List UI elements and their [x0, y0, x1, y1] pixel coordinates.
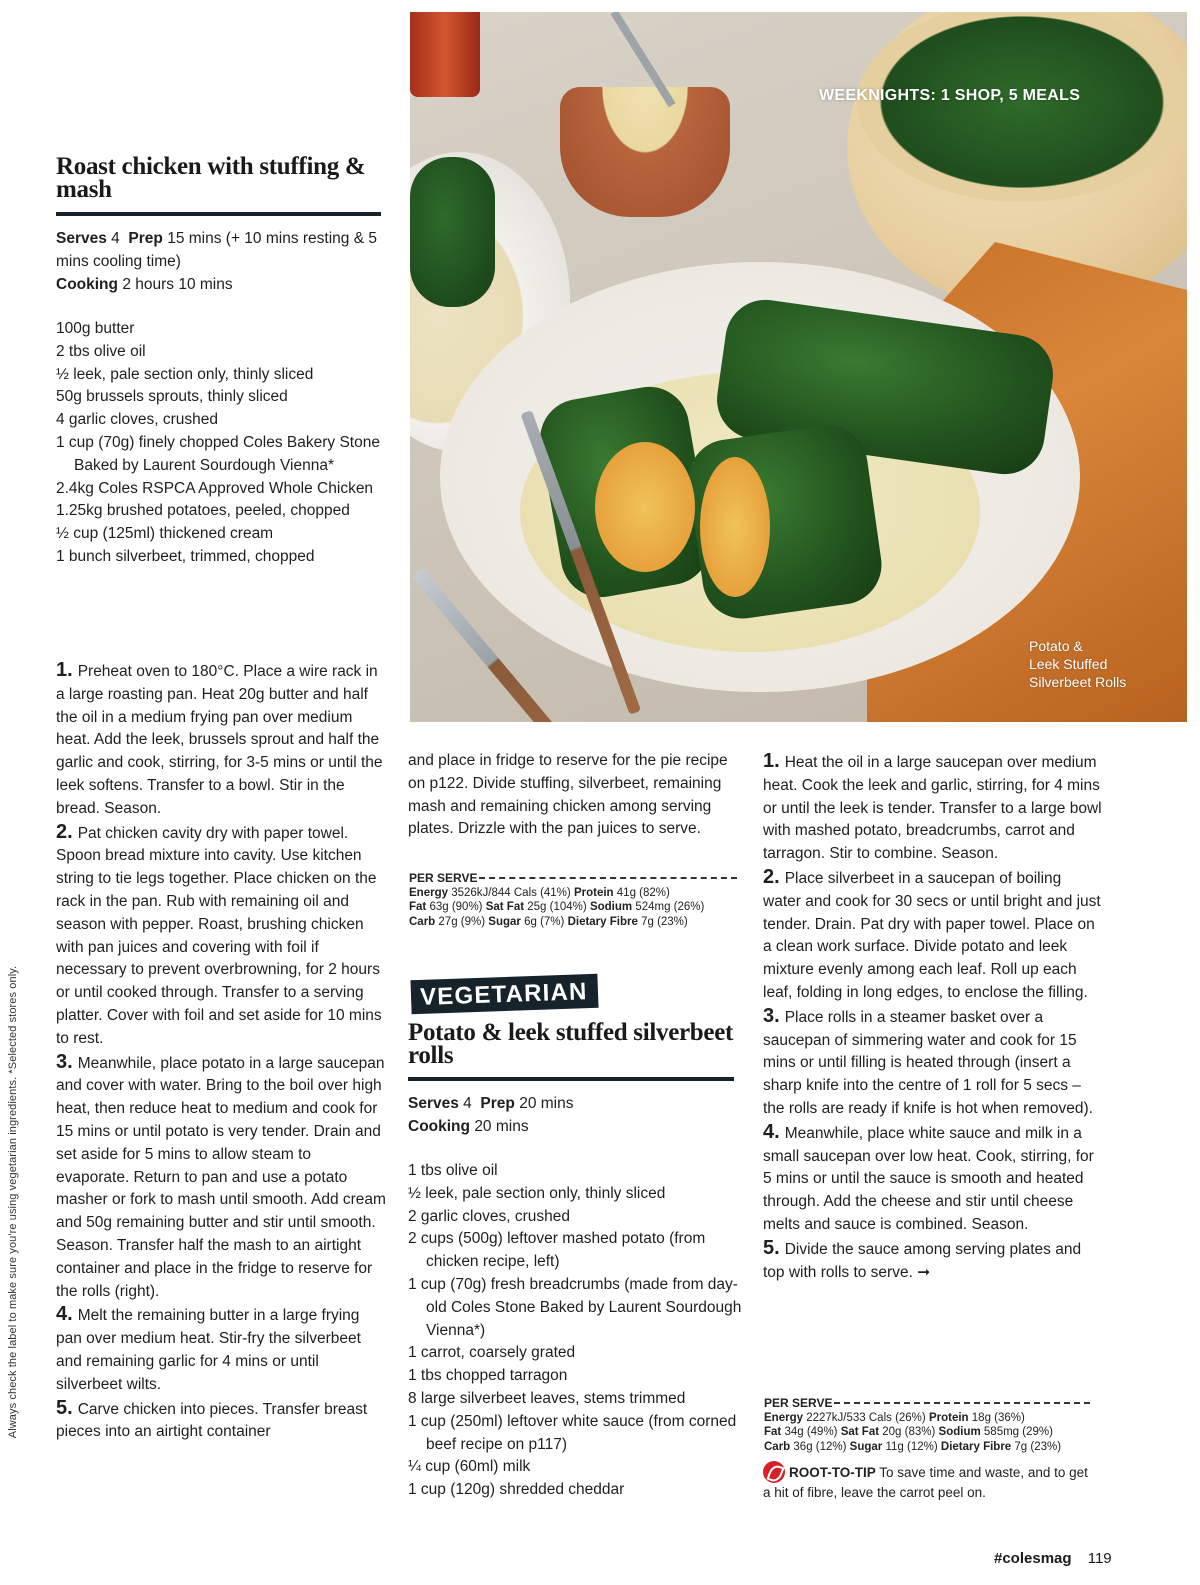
- nutrition-heading: PER SERVE: [409, 871, 478, 885]
- nutrient-label: Sugar: [488, 915, 521, 928]
- nutrient-value: 2227kJ/533 Cals (26%): [806, 1411, 926, 1424]
- nutrient-label: Fat: [764, 1426, 782, 1438]
- nutrition-panel: [409, 871, 737, 929]
- nutrient-label: Sodium: [589, 901, 633, 913]
- cooking-label: Cooking: [408, 1118, 470, 1135]
- recipe-meta: [408, 1092, 738, 1138]
- caption-line: Leek Stuffed: [1029, 656, 1108, 672]
- nutrient-value: 18g (36%): [971, 1411, 1025, 1424]
- ingredient-list: [56, 318, 386, 569]
- ingredient: 1 cup (250ml) leftover white sauce (from corned beef recipe on p117): [408, 1412, 737, 1453]
- nutrient-label: Carb: [764, 1440, 791, 1453]
- ingredient: 1 cup (70g) fresh breadcrumbs (made from day-old Coles Stone Baked by Laurent Sourdough Vienna*): [408, 1275, 742, 1339]
- cooking-value: 2 hours 10 mins: [122, 276, 233, 293]
- ingredient: 1 carrot, coarsely grated: [408, 1344, 576, 1362]
- method-step: [763, 1121, 1103, 1237]
- nutrition-row: [764, 1411, 1090, 1426]
- prep-label: Prep: [128, 230, 163, 247]
- serves-label: Serves: [408, 1095, 459, 1112]
- method-step: [763, 1237, 1103, 1285]
- caption-line: Potato &: [1029, 638, 1083, 654]
- method-steps: [763, 750, 1103, 1284]
- nutrient-label: Protein: [928, 1411, 969, 1424]
- serves-label: Serves: [56, 230, 107, 247]
- nutrition-row: [409, 915, 737, 930]
- step-number: 2.: [56, 820, 73, 843]
- nutrient-value: 524mg (26%): [635, 901, 705, 913]
- nutrient-label: Sodium: [938, 1426, 981, 1438]
- nutrition-row: [409, 886, 737, 901]
- method-step: [56, 821, 386, 1051]
- prep-label: Prep: [480, 1095, 515, 1112]
- ingredient: 2 garlic cloves, crushed: [408, 1207, 570, 1225]
- nutrition-panel: [764, 1396, 1090, 1454]
- ingredient: 8 large silverbeet leaves, stems trimmed: [408, 1389, 686, 1407]
- nutrient-value: 36g (12%): [793, 1440, 847, 1453]
- ingredient: ¼ cup (60ml) milk: [408, 1458, 531, 1476]
- sauce-bowl-graphic: [560, 87, 730, 217]
- page-number: 119: [1087, 1550, 1112, 1567]
- step-number: 4.: [763, 1120, 780, 1143]
- cooking-value: 20 mins: [474, 1118, 529, 1135]
- ingredient: 2 cups (500g) leftover mashed potato (from chicken recipe, left): [408, 1230, 706, 1271]
- nutrition-row: [764, 1440, 1090, 1455]
- step-text: Heat the oil in a large saucepan over medium heat. Cook the leek and garlic, stirring, for 4 mins or until the leek is tender. Transfer to a large bowl with mashed potato, breadcrumbs, carrot and tarragon. Stir to combine. Season.: [763, 754, 1102, 863]
- nutrient-value: 3526kJ/844 Cals (41%): [451, 886, 571, 899]
- step-number: 1.: [56, 659, 73, 681]
- method-steps: [56, 659, 386, 1444]
- nutrient-label: Carb: [409, 915, 436, 928]
- method-step: [763, 866, 1103, 1005]
- caption-line: Silverbeet Rolls: [1029, 674, 1127, 690]
- step-number: 5.: [56, 1396, 73, 1419]
- nutrient-value: 27g (9%): [438, 915, 486, 928]
- step-text: Divide the sauce among serving plates and top with rolls to serve.: [763, 1240, 1082, 1281]
- tip-text: To save time and waste, and to get a hit of fibre, leave the carrot peel on.: [763, 1465, 1088, 1500]
- pepper-grinder-graphic: [410, 12, 480, 97]
- ingredient: ½ cup (125ml) thickened cream: [56, 525, 274, 543]
- section-header: WEEKNIGHTS: 1 SHOP, 5 MEALS: [819, 87, 1081, 104]
- nutrient-label: Energy: [764, 1411, 803, 1424]
- step-text: Place silverbeet in a saucepan of boiling water and cook for 30 secs or until bright and just tender. Drain. Pat dry with paper towel. Place on a clean work surface. Divide potato and leek mixture evenly among each leaf. Roll up each leaf, folding in long edges, to enclose the filling.: [763, 869, 1101, 1001]
- nutrient-value: 41g (82%): [616, 886, 670, 899]
- nutrient-label: Protein: [573, 886, 614, 899]
- prep-value: 20 mins: [519, 1095, 574, 1112]
- title-divider: [56, 212, 381, 216]
- nutrient-value: 7g (23%): [1014, 1440, 1062, 1453]
- ingredient: 1 tbs olive oil: [408, 1162, 498, 1179]
- step-number: 4.: [56, 1303, 73, 1326]
- ingredient-list: [408, 1160, 748, 1502]
- serves-value: 4: [463, 1095, 472, 1112]
- nutrient-label: Sat Fat: [840, 1426, 880, 1438]
- method-step: [56, 1051, 386, 1304]
- method-step: [56, 659, 386, 821]
- nutrient-label: Dietary Fibre: [940, 1440, 1012, 1453]
- ingredient: 2 tbs olive oil: [56, 342, 146, 360]
- nutrition-row: [409, 900, 737, 915]
- step-number: 1.: [763, 750, 780, 772]
- prep-value: 15 mins (+ 10 mins resting & 5 mins cooling time): [56, 230, 377, 270]
- step-number: 3.: [56, 1050, 73, 1073]
- ingredient: 1 cup (120g) shredded cheddar: [408, 1481, 625, 1499]
- method-continued: and place in fridge to reserve for the pie recipe on p122. Divide stuffing, silverbeet, remaining mash and remaining chicken among serving plates. Drizzle with the pan juices to serve.: [408, 752, 728, 838]
- nutrient-label: Energy: [409, 886, 448, 899]
- nutrient-label: Dietary Fibre: [567, 915, 638, 928]
- nutrient-value: 34g (49%): [784, 1426, 838, 1438]
- ingredient: 1 tbs chopped tarragon: [408, 1367, 568, 1385]
- ingredient: 2.4kg Coles RSPCA Approved Whole Chicken: [56, 479, 374, 497]
- step-text: Melt the remaining butter in a large frying pan over medium heat. Stir-fry the silverbeet and remaining garlic for 4 mins or until silverbeet wilts.: [56, 1307, 361, 1393]
- nutrition-heading: PER SERVE: [764, 1396, 833, 1410]
- recipe-title: Roast chicken with stuffing & mash: [56, 153, 366, 203]
- nutrient-value: 63g (90%): [429, 901, 483, 913]
- nutrient-label: Sugar: [849, 1440, 883, 1453]
- step-number: 2.: [763, 865, 780, 888]
- vegetarian-badge: VEGETARIAN: [410, 974, 598, 1014]
- step-text: Pat chicken cavity dry with paper towel. Spoon bread mixture into cavity. Use kitchen string to tie legs together. Place chicken on the rack in the pan. Rub with remaining oil and season with pepper. Roast, brushing chicken with pan juices and covering with foil if necessary to prevent overbrowning, for 2 hours or until cooked through. Transfer to a serving platter. Cover with foil and set aside for 10 mins to rest.: [56, 824, 382, 1047]
- ingredient: ½ leek, pale section only, thinly sliced: [56, 365, 314, 383]
- method-step: [763, 750, 1103, 866]
- step-text: Preheat oven to 180°C. Place a wire rack in a large roasting pan. Heat 20g butter and half the oil in a medium frying pan over medium heat. Add the leek, brussels sprout and half the garlic and cook, stirring, for 3-5 mins or until the leek softens. Transfer to a bowl. Stir in the bread. Season.: [56, 663, 383, 817]
- side-roll-graphic: [410, 157, 495, 307]
- step-text: Place rolls in a steamer basket over a saucepan of simmering water and cook for 15 mins or until filling is heated through (insert a sharp knife into the centre of 1 roll for 5 secs – the rolls are ready if knife is hot when removed).: [763, 1008, 1093, 1117]
- nutrient-value: 20g (83%): [882, 1426, 936, 1438]
- step-number: 3.: [763, 1004, 780, 1027]
- recipe-title: Potato & leek stuffed silverbeet rolls: [408, 1019, 734, 1069]
- nutrition-row: [764, 1425, 1090, 1440]
- recipe-photo: [410, 12, 1187, 722]
- nutrient-value: 7g (23%): [641, 915, 688, 928]
- method-step: [56, 1303, 386, 1396]
- ingredient: 1.25kg brushed potatoes, peeled, chopped: [56, 502, 350, 520]
- tip-label: ROOT-TO-TIP: [789, 1465, 876, 1480]
- nutrient-value: 6g (7%): [524, 915, 565, 928]
- step-text: Meanwhile, place potato in a large saucepan and cover with water. Bring to the boil over high heat, then reduce heat to medium and cook for 15 mins or until potato is very tender. Drain and set aside for 5 mins to allow steam to evaporate. Return to pan and use a potato masher or fork to mash until smooth. Add cream and 50g remaining butter and stir until smooth. Season. Transfer half the mash to an airtight container and place in the fridge to reserve for the rolls (right).: [56, 1054, 386, 1300]
- nutrient-value: 25g (104%): [527, 901, 587, 913]
- page-footer: [994, 1550, 1112, 1567]
- selected-stores-note: Always check the label to make sure you're using vegetarian ingredients. *Selected stores only.: [7, 965, 19, 1439]
- step-text: Carve chicken into pieces. Transfer breast pieces into an airtight container: [56, 1400, 368, 1441]
- root-to-tip-note: [763, 1461, 1093, 1502]
- hashtag: #colesmag: [994, 1550, 1072, 1567]
- dashed-divider: [834, 1402, 1090, 1404]
- root-to-tip-icon: [763, 1461, 785, 1483]
- nutrient-value: 585mg (29%): [983, 1426, 1053, 1438]
- method-step: [763, 1005, 1103, 1121]
- arrow-right-icon: ➞: [917, 1263, 931, 1281]
- dashed-divider: [479, 877, 737, 879]
- ingredient: 1 cup (70g) finely chopped Coles Bakery Stone Baked by Laurent Sourdough Vienna*: [56, 433, 380, 474]
- recipe-meta: [56, 227, 386, 296]
- roll-filling-graphic: [595, 442, 695, 572]
- nutrient-label: Sat Fat: [485, 901, 525, 913]
- title-divider: [408, 1077, 734, 1081]
- ingredient: 1 bunch silverbeet, trimmed, chopped: [56, 547, 315, 565]
- ingredient: 4 garlic cloves, crushed: [56, 411, 218, 429]
- method-step: [56, 1397, 386, 1445]
- nutrient-label: Fat: [409, 901, 427, 913]
- ingredient: 100g butter: [56, 320, 135, 337]
- cooking-label: Cooking: [56, 276, 118, 293]
- photo-caption: [1029, 637, 1126, 691]
- nutrient-value: 11g (12%): [885, 1440, 938, 1453]
- ingredient: ½ leek, pale section only, thinly sliced: [408, 1184, 666, 1202]
- serves-value: 4: [111, 230, 120, 247]
- step-text: Meanwhile, place white sauce and milk in a small saucepan over low heat. Cook, stirring, for 5 mins or until the sauce is smooth and heated through. Add the cheese and stir until cheese melts and sauce is combined. Season.: [763, 1124, 1094, 1233]
- ingredient: 50g brussels sprouts, thinly sliced: [56, 388, 288, 406]
- roll-filling-graphic: [700, 457, 770, 597]
- step-number: 5.: [763, 1236, 780, 1259]
